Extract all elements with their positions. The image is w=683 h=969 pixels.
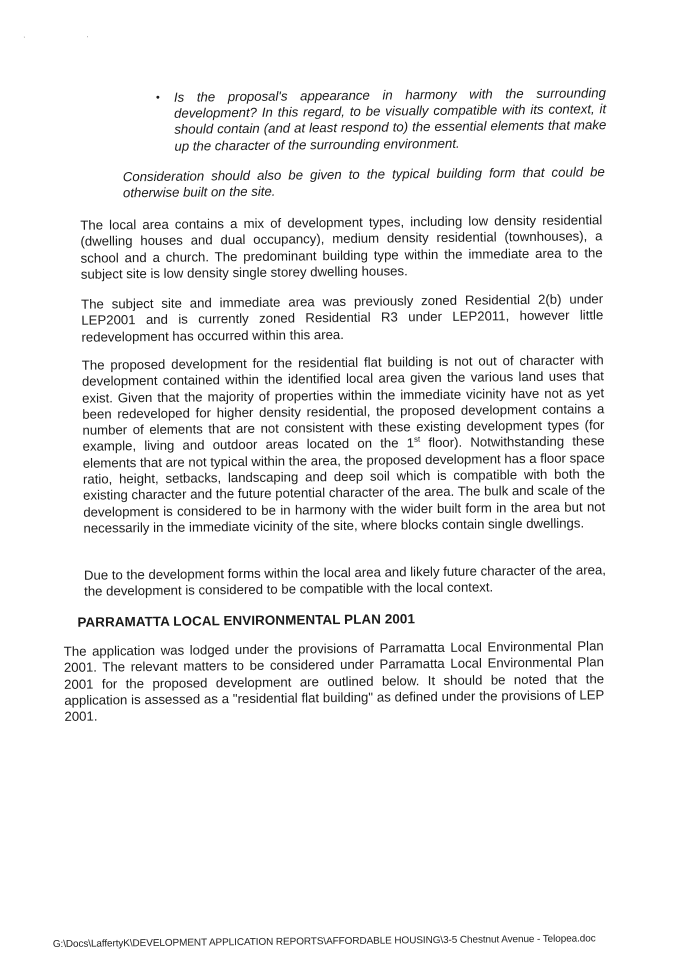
paragraph-character-part-b: floor). Notwithstanding these elements that are not typical within the area, the proposed development has a floor space ratio, height, setbacks, landscaping and deep soil which is compatible with both the existing character and the future potential character of the area. The bulk and scale of the development is considered to be in harmony with the wider built form in the area but not necessarily in the immediate vicinity of the site, where blocks contain single dwellings. [82,433,606,536]
section-heading: PARRAMATTA LOCAL ENVIRONMENTAL PLAN 2001 [77,611,416,630]
file-path-footer: G:\Docs\LaffertyK\DEVELOPMENT APPLICATION REPORTS\AFFORDABLE HOUSING\3-5 Chestnut Avenue - Telopea.doc [52,933,596,951]
consideration-note: Consideration should also be given to the typical building form that could be otherwise built on the site. [122,164,605,201]
paragraph-zoning: The subject site and immediate area was previously zoned Residential 2(b) under LEP2001 and is currently zoned Residential R3 under LEP2011, however little redevelopment has occurred within this area. [81,291,604,345]
bullet-list [156,85,607,155]
bullet-text: Is the proposal's appearance in harmony with the surrounding development? In this regard, to be visually compatible with its context, it should contain (and at least respond to) the essential elements that make up the character of the surrounding environment. [173,85,607,154]
paragraph-local-area: The local area contains a mix of development types, including low density residential (dwelling houses and dual occupancy), medium density residential (townhouses), a school and a church. The predominant building type within the immediate area to the subject site is low density single storey dwelling houses. [80,212,603,282]
paragraph-compatibility: Due to the development forms within the local area and likely future character of the area, the development is considered to be compatible with the local context. [83,562,607,599]
paragraph-lep-2001: The application was lodged under the provisions of Parramatta Local Environmental Plan 2001. The relevant matters to be considered under Parramatta Local Environmental Plan 2001 for the proposed development are outlined below. It should be noted that the application is assessed as a "residential flat building" as defined under the provisions of LEP 2001. [63,638,605,725]
ordinal-suffix: st [413,435,421,445]
margin-marks: , , [23,32,119,40]
paragraph-character [82,352,606,537]
bullet-item [156,85,607,155]
bullet-marker: • [155,91,160,104]
paragraph-character-part-a: The proposed development for the residential flat building is not out of character with development contained within the identified local area given the various land uses that exist. Given that the majority of properties within the immediate vicinity have not as yet been redeveloped for higher density residential, the proposed development contains a number of elements that are not consistent with these existing development types (for example, living and outdoor areas located on the 1 [81,352,605,455]
